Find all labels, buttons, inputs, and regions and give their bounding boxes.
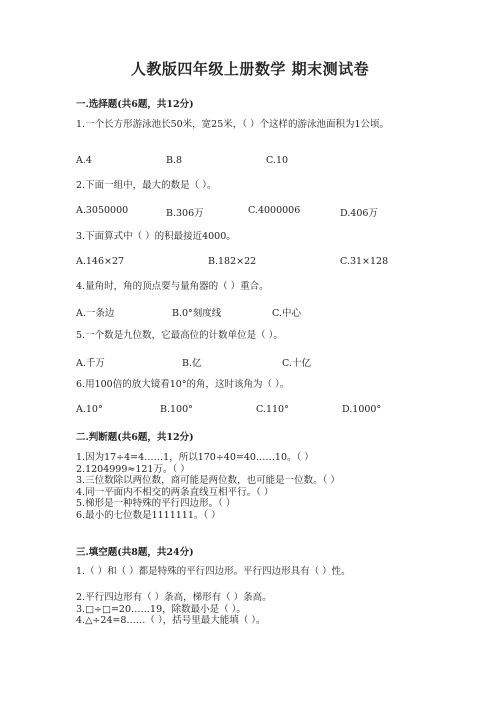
option: B.100° xyxy=(160,404,193,415)
option: D.1000° xyxy=(342,404,382,415)
option: C.10 xyxy=(266,155,289,166)
section-heading-fill: 三.填空题(共8题，共24分) xyxy=(76,547,194,558)
option: A.10° xyxy=(76,404,103,415)
option: B.306万 xyxy=(166,208,204,219)
judge-list xyxy=(76,452,436,521)
option-row xyxy=(76,305,436,319)
option: A.一条边 xyxy=(76,308,115,319)
option-row xyxy=(76,155,436,169)
option: A.3050000 xyxy=(76,205,129,216)
option: C.中心 xyxy=(272,308,301,319)
option-row xyxy=(76,404,436,418)
list-item: 5.梯形是一种特殊的平行四边形。（ ） xyxy=(76,498,236,509)
option: C.110° xyxy=(256,404,289,415)
list-item: 2.平行四边形有（ ）条高，梯形有（ ）条高。 xyxy=(76,592,272,603)
section-heading-choice: 一.选择题(共6题，共12分) xyxy=(76,99,194,110)
option-row xyxy=(76,205,436,219)
option: C.4000006 xyxy=(248,205,301,216)
question-text: 5.一个数是九位数，它最高位的计数单位是（ ）。 xyxy=(76,330,283,341)
list-item: 3.□÷□=20……19，除数最小是（ ）。 xyxy=(76,603,246,615)
list-item: 3.三位数除以两位数，商可能是两位数，也可能是一位数。（ ） xyxy=(76,475,340,486)
option-row xyxy=(76,256,436,270)
list-item: 2.1204999≈121万。（ ） xyxy=(76,463,190,475)
option: A.4 xyxy=(76,155,92,166)
question-text: 4.量角时，角的顶点要与量角器的（ ）重合。 xyxy=(76,281,269,292)
list-item: 1.（ ）和（ ）都是特殊的平行四边形。平行四边形具有（ ）性。 xyxy=(76,566,351,577)
option: C.31×128 xyxy=(340,256,389,267)
question-text: 1.一个长方形游泳池长50米，宽25米，（ ）个这样的游泳池面积为1公顷。 xyxy=(76,119,390,130)
option: B.0°刻度线 xyxy=(172,308,222,319)
fill-list xyxy=(76,592,436,627)
option: D.406万 xyxy=(340,208,378,219)
list-item: 4.△÷24=8……（ ），括号里最大能填（ ）。 xyxy=(76,615,266,626)
list-item: 6.最小的七位数是1111111。（ ） xyxy=(76,509,221,521)
list-item: 4.同一平面内不相交的两条直线互相平行。（ ） xyxy=(76,486,274,498)
option: B.8 xyxy=(166,155,183,166)
option: B.182×22 xyxy=(208,256,257,267)
option: B.亿 xyxy=(182,358,202,369)
option: A.146×27 xyxy=(76,256,125,267)
section-heading-judge: 二.判断题(共6题，共12分) xyxy=(76,432,194,443)
option: C.十亿 xyxy=(282,358,311,369)
question-text: 6.用100倍的放大镜看10°的角，这时该角为（ ）。 xyxy=(76,379,290,390)
option-row xyxy=(76,355,436,369)
list-item: 1.因为17÷4=4……1，所以170÷40=40……10。（ ） xyxy=(76,452,314,463)
exam-title: 人教版四年级上册数学 期末测试卷 xyxy=(130,60,370,78)
question-text: 3.下面算式中（ ）的积最接近4000。 xyxy=(76,231,236,242)
question-text: 2.下面一组中，最大的数是（ ）。 xyxy=(76,180,217,191)
option: A.千万 xyxy=(76,358,105,369)
